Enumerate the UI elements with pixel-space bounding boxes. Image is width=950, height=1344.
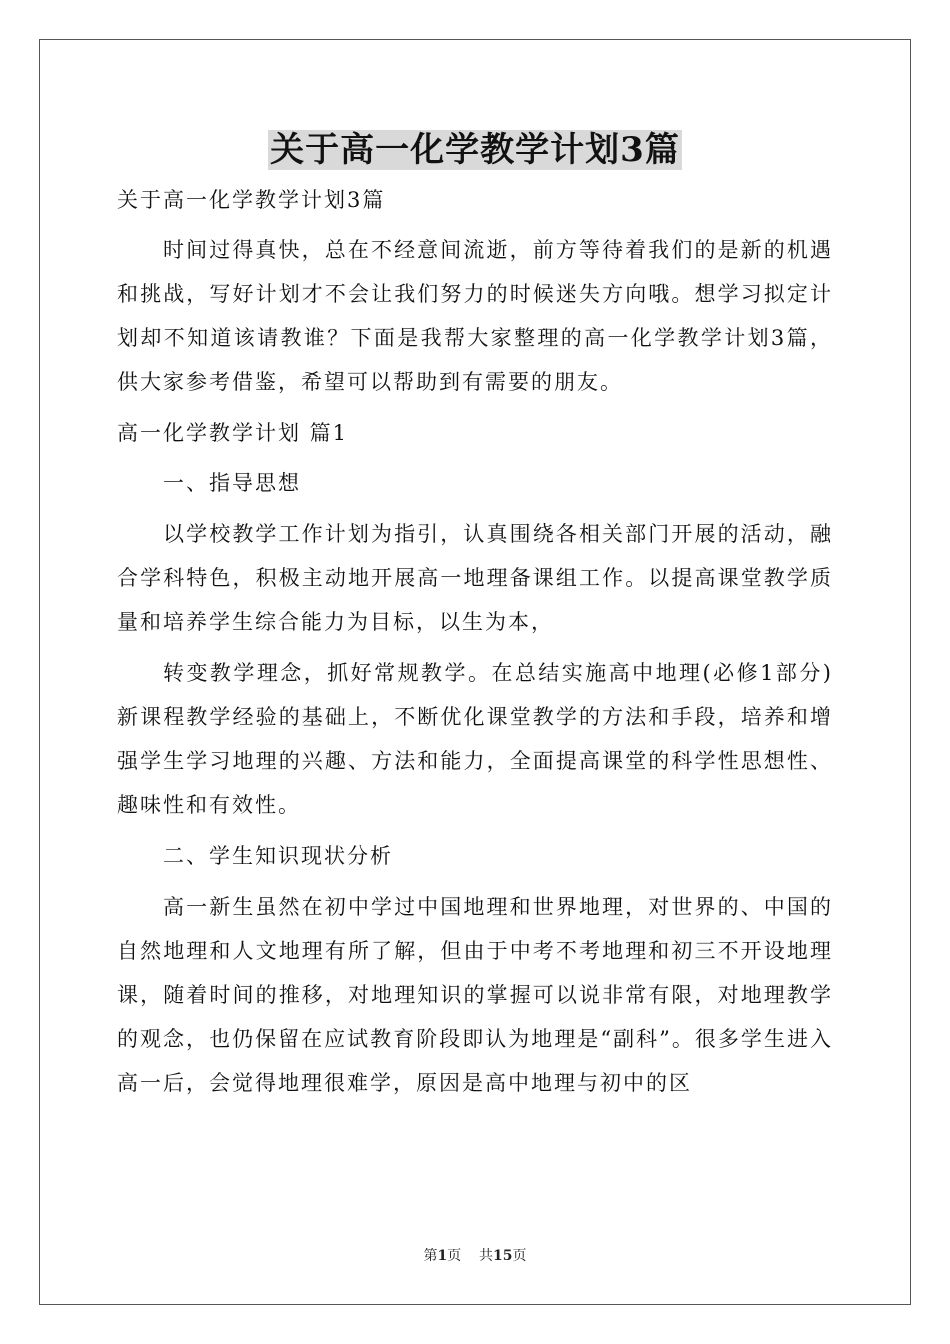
current-page-number: 1 [437, 1248, 448, 1264]
subheading-student-analysis: 二、学生知识现状分析 [163, 844, 393, 868]
page-footer [0, 1246, 950, 1266]
document-body [117, 178, 833, 1112]
footer-page-suffix: 页 [447, 1248, 462, 1264]
body-paragraph: 转变教学理念，抓好常规教学。在总结实施高中地理(必修1部分)新课程教学经验的基础上，不断优化课堂教学的方法和手段，培养和增强学生学习地理的兴趣、方法和能力，全面提高课堂的科学性思想性、趣味性和有效性。 [117, 661, 833, 817]
subheading-guiding-ideology: 一、指导思想 [163, 471, 301, 495]
document-subtitle: 关于高一化学教学计划3篇 [117, 188, 386, 212]
footer-total-suffix: 页 [512, 1248, 527, 1264]
footer-total-prefix: 共 [479, 1248, 494, 1264]
total-pages-number: 15 [493, 1248, 513, 1264]
document-title-text: 关于高一化学教学计划3篇 [270, 130, 680, 170]
footer-prefix: 第 [423, 1248, 438, 1264]
body-paragraph: 以学校教学工作计划为指引，认真围绕各相关部门开展的活动，融合学科特色，积极主动地开展高一地理备课组工作。以提高课堂教学质量和培养学生综合能力为目标，以生为本， [117, 522, 833, 634]
section-heading-part-1: 高一化学教学计划 篇1 [117, 421, 349, 445]
document-title [0, 126, 950, 174]
intro-paragraph: 时间过得真快，总在不经意间流逝，前方等待着我们的是新的机遇和挑战，写好计划才不会让我们努力的时候迷失方向哦。想学习拟定计划却不知道该请教谁？下面是我帮大家整理的高一化学教学计划3篇，供大家参考借鉴，希望可以帮助到有需要的朋友。 [117, 238, 833, 394]
body-paragraph: 高一新生虽然在初中学过中国地理和世界地理，对世界的、中国的自然地理和人文地理有所了解，但由于中考不考地理和初三不开设地理课，随着时间的推移，对地理知识的掌握可以说非常有限，对地理教学的观念，也仍保留在应试教育阶段即认为地理是“副科”。很多学生进入高一后，会觉得地理很难学，原因是高中地理与初中的区 [117, 895, 833, 1095]
